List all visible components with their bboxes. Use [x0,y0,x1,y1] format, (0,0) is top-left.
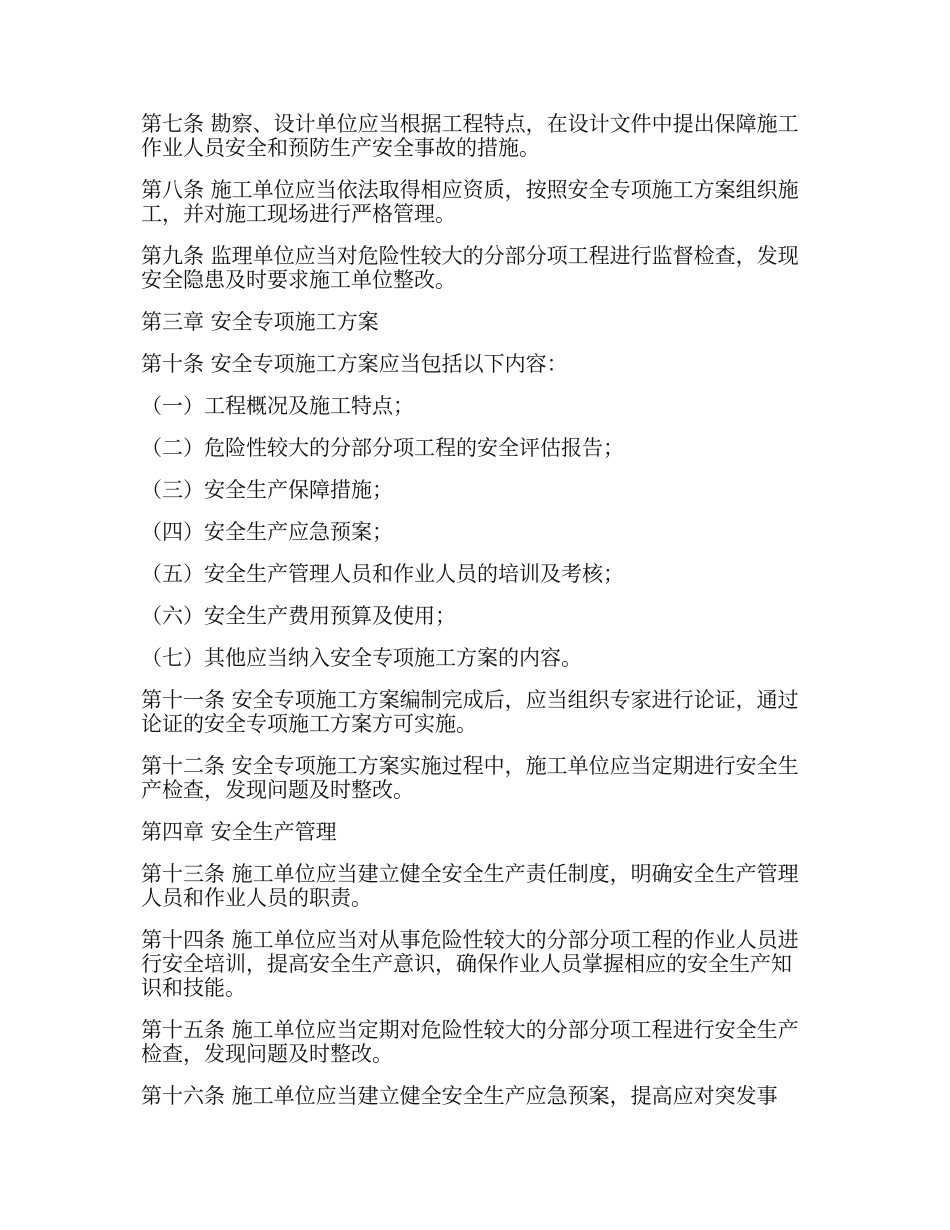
chapter-3-heading: 第三章 安全专项施工方案 [141,310,379,334]
list-item: （三）安全生产保障措施； [141,478,393,502]
article-12: 第十二条 安全专项施工方案实施过程中，施工单位应当定期进行安全生产检查，发现问题及时整改。 [141,754,799,802]
article-13: 第十三条 施工单位应当建立健全安全生产责任制度，明确安全生产管理人员和作业人员的职责。 [141,862,799,910]
chapter-4-heading: 第四章 安全生产管理 [141,820,337,844]
list-item: （六）安全生产费用预算及使用； [141,604,456,628]
list-item: （二）危险性较大的分部分项工程的安全评估报告； [141,436,624,460]
list-item: （七）其他应当纳入安全专项施工方案的内容。 [141,646,582,670]
article-14: 第十四条 施工单位应当对从事危险性较大的分部分项工程的作业人员进行安全培训，提高安全生产意识，确保作业人员掌握相应的安全生产知识和技能。 [141,928,799,1000]
article-7: 第七条 勘察、设计单位应当根据工程特点，在设计文件中提出保障施工作业人员安全和预防生产安全事故的措施。 [141,112,799,160]
list-item: （五）安全生产管理人员和作业人员的培训及考核； [141,562,624,586]
article-8: 第八条 施工单位应当依法取得相应资质，按照安全专项施工方案组织施工，并对施工现场进行严格管理。 [141,178,799,226]
document-body [141,112,807,1126]
article-15: 第十五条 施工单位应当定期对危险性较大的分部分项工程进行安全生产检查，发现问题及时整改。 [141,1018,799,1066]
article-9: 第九条 监理单位应当对危险性较大的分部分项工程进行监督检查，发现安全隐患及时要求施工单位整改。 [141,244,799,292]
list-item: （四）安全生产应急预案； [141,520,393,544]
list-item: （一）工程概况及施工特点； [141,394,414,418]
article-16: 第十六条 施工单位应当建立健全安全生产应急预案，提高应对突发事 [141,1084,778,1108]
article-10: 第十条 安全专项施工方案应当包括以下内容： [141,352,568,376]
article-11: 第十一条 安全专项施工方案编制完成后，应当组织专家进行论证，通过论证的安全专项施工方案方可实施。 [141,688,799,736]
